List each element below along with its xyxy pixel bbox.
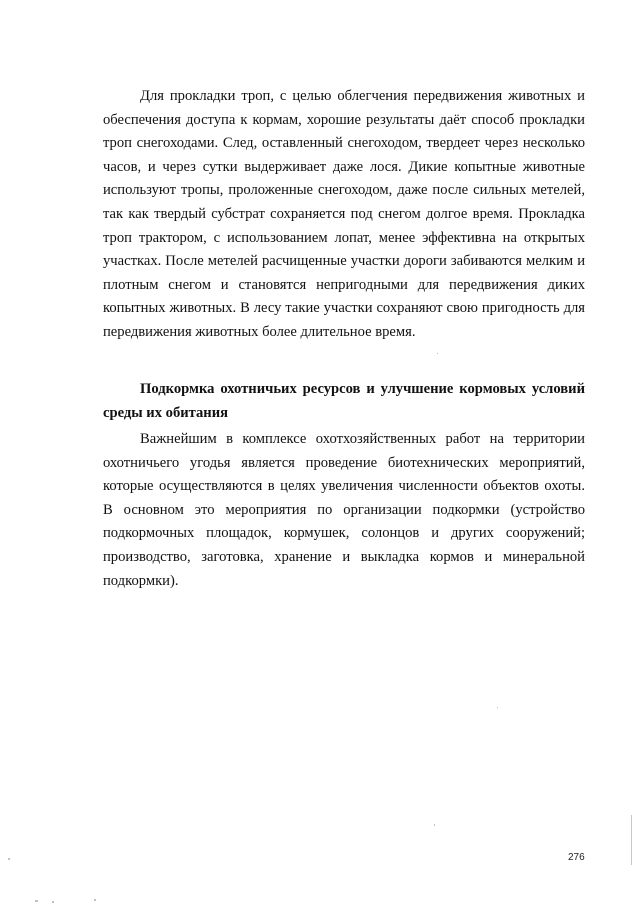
heading-text: Подкормка охотничьих ресурсов и улучшение кормовых условий среды их обитания bbox=[103, 381, 585, 421]
paragraph-biotechnical-measures bbox=[103, 428, 585, 593]
scan-artifact bbox=[434, 824, 435, 826]
scan-artifact bbox=[437, 353, 438, 354]
paragraph-text: Важнейшим в комплексе охотхозяйственных работ на территории охотничьего угодья является проведение биотехнических мероприятий, которые осуществляются в целях увеличения численности объектов охоты. В основном это мероприятия по организации подкормки (устройство подкормочных площадок, кормушек, солонцов и других сооружений; производство, заготовка, хранение и выкладка кормов и минеральной подкормки). bbox=[103, 431, 585, 589]
paragraph-text: Для прокладки троп, с целью облегчения передвижения животных и обеспечения доступа к кормам, хорошие результаты даёт способ прокладки троп снегоходами. След, оставленный снегоходом, твердеет через несколько часов, и через сутки выдерживает даже лося. Дикие копытные животные используют тропы, проложенные снегоходом, даже после сильных метелей, так как твердый субстрат сохраняется под снегом долгое время. Прокладка троп трактором, с использованием лопат, менее эффективна на открытых участках. После метелей расчищенные участки дороги забиваются мелким и плотным снегом и становятся непригодными для передвижения диких копытных животных. В лесу такие участки сохраняют свою пригодность для передвижения животных более длительное время. bbox=[103, 88, 585, 340]
scan-artifact bbox=[52, 901, 54, 903]
scan-artifact bbox=[8, 858, 10, 860]
scan-artifact bbox=[94, 899, 96, 901]
section-heading bbox=[103, 378, 585, 425]
scan-artifact bbox=[631, 815, 632, 865]
page-number: 276 bbox=[568, 852, 585, 863]
scan-artifact bbox=[497, 707, 498, 708]
scan-artifact bbox=[35, 900, 38, 902]
paragraph-snowmobile-trails bbox=[103, 85, 585, 345]
